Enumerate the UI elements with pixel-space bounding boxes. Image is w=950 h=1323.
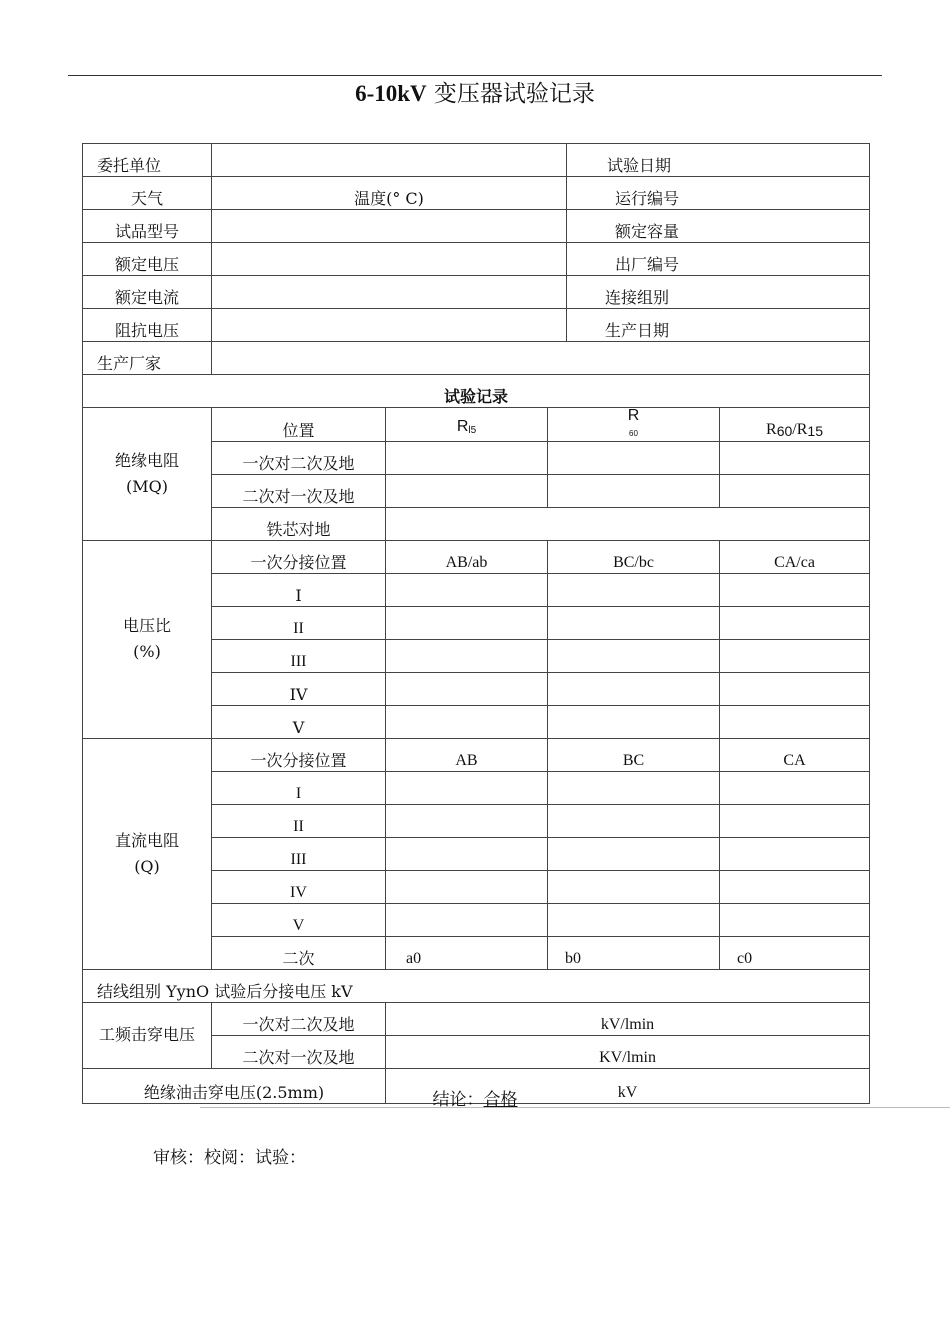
vr-cell[interactable] bbox=[720, 574, 870, 607]
dc-cell[interactable] bbox=[720, 904, 870, 937]
dc-head-ca: CA bbox=[720, 739, 870, 772]
vr-tap: V bbox=[212, 706, 386, 739]
dc-cell[interactable] bbox=[720, 871, 870, 904]
dc-cell[interactable] bbox=[720, 772, 870, 805]
dc-cell[interactable] bbox=[386, 805, 548, 838]
pf-row-unit[interactable]: kV/lmin bbox=[386, 1003, 870, 1036]
vr-cell[interactable] bbox=[720, 706, 870, 739]
section-title: 试验记录 bbox=[83, 375, 870, 408]
dc-cell[interactable] bbox=[720, 838, 870, 871]
label-factory-no: 出厂编号 bbox=[567, 243, 870, 276]
vr-cell[interactable] bbox=[548, 673, 720, 706]
ins-row-label: 铁芯对地 bbox=[212, 508, 386, 541]
value-rated-voltage[interactable] bbox=[212, 243, 567, 276]
ins-row-label: 一次对二次及地 bbox=[212, 442, 386, 475]
dc-tap: V bbox=[212, 904, 386, 937]
power-frequency-label: 工频击穿电压 bbox=[83, 1003, 212, 1069]
ins-cell-ratio[interactable] bbox=[720, 442, 870, 475]
vr-tap: II bbox=[212, 607, 386, 640]
label-model: 试品型号 bbox=[83, 210, 212, 243]
dc-cell[interactable] bbox=[720, 805, 870, 838]
dc-cell[interactable] bbox=[386, 904, 548, 937]
ins-head-ratio: $R_{60}/R_{15}$ bbox=[720, 408, 870, 442]
row-rated-current bbox=[83, 276, 870, 309]
vr-cell[interactable] bbox=[386, 673, 548, 706]
row-manufacturer bbox=[83, 342, 870, 375]
vr-cell[interactable] bbox=[548, 640, 720, 673]
vr-tap: I bbox=[212, 574, 386, 607]
value-model[interactable] bbox=[212, 210, 567, 243]
pf-row-unit[interactable]: KV/lmin bbox=[386, 1036, 870, 1069]
conclusion: 结论：合格 bbox=[432, 1090, 518, 1110]
ins-header-row bbox=[83, 408, 870, 442]
vr-tap: III bbox=[212, 640, 386, 673]
label-rated-voltage: 额定电压 bbox=[83, 243, 212, 276]
label-rated-current: 额定电流 bbox=[83, 276, 212, 309]
vr-head-ca: CA/ca bbox=[720, 541, 870, 574]
dc-cell[interactable] bbox=[386, 871, 548, 904]
ins-cell-r15[interactable] bbox=[386, 442, 548, 475]
dc-cell[interactable] bbox=[386, 772, 548, 805]
test-record-table bbox=[82, 143, 870, 1104]
label-test-date: 试验日期 bbox=[567, 144, 870, 177]
dc-head-tap: 一次分接位置 bbox=[212, 739, 386, 772]
dc-secondary-c0: c0 bbox=[720, 937, 870, 970]
dc-tap: II bbox=[212, 805, 386, 838]
dc-secondary-label: 二次 bbox=[212, 937, 386, 970]
vr-cell[interactable] bbox=[386, 574, 548, 607]
label-operation-no: 运行编号 bbox=[567, 177, 870, 210]
ins-cell-r60[interactable] bbox=[548, 442, 720, 475]
vr-cell[interactable] bbox=[386, 706, 548, 739]
vr-cell[interactable] bbox=[386, 607, 548, 640]
pf-row-label: 一次对二次及地 bbox=[212, 1003, 386, 1036]
vr-cell[interactable] bbox=[548, 607, 720, 640]
page-title: 6-10kV 变压器试验记录 bbox=[355, 81, 595, 107]
vr-cell[interactable] bbox=[548, 706, 720, 739]
oil-label: 绝缘油击穿电压(2.5mm) bbox=[83, 1069, 386, 1104]
label-client: 委托单位 bbox=[83, 144, 212, 177]
top-rule bbox=[68, 75, 882, 76]
vr-head-tap: 一次分接位置 bbox=[212, 541, 386, 574]
conclusion-value: 合格 bbox=[483, 1090, 518, 1110]
dc-cell[interactable] bbox=[548, 805, 720, 838]
label-weather: 天气 bbox=[83, 177, 212, 210]
bottom-rule bbox=[200, 1107, 950, 1108]
row-model bbox=[83, 210, 870, 243]
vr-head-ab: AB/ab bbox=[386, 541, 548, 574]
label-temperature: 温度(° C) bbox=[212, 177, 567, 210]
vr-cell[interactable] bbox=[386, 640, 548, 673]
dc-cell[interactable] bbox=[548, 838, 720, 871]
dc-cell[interactable] bbox=[386, 838, 548, 871]
ins-row-label: 二次对一次及地 bbox=[212, 475, 386, 508]
pf-row bbox=[83, 1003, 870, 1036]
dc-cell[interactable] bbox=[548, 904, 720, 937]
dc-tap: IV bbox=[212, 871, 386, 904]
wiring-row bbox=[83, 970, 870, 1003]
vr-header-row bbox=[83, 541, 870, 574]
dc-cell[interactable] bbox=[548, 871, 720, 904]
voltage-ratio-label: 电压比 (%) bbox=[83, 541, 212, 739]
ins-head-r15: $R_{l5}$ bbox=[386, 408, 548, 442]
value-manufacturer[interactable] bbox=[212, 342, 870, 375]
ins-cell-core[interactable] bbox=[386, 508, 870, 541]
vr-head-bc: BC/bc bbox=[548, 541, 720, 574]
row-rated-voltage bbox=[83, 243, 870, 276]
label-impedance-voltage: 阻抗电压 bbox=[83, 309, 212, 342]
dc-tap: III bbox=[212, 838, 386, 871]
insulation-label: 绝缘电阻 (MQ) bbox=[83, 408, 212, 541]
label-rated-capacity: 额定容量 bbox=[567, 210, 870, 243]
vr-cell[interactable] bbox=[548, 574, 720, 607]
row-impedance bbox=[83, 309, 870, 342]
pf-row-label: 二次对一次及地 bbox=[212, 1036, 386, 1069]
ins-head-position: 位置 bbox=[212, 408, 386, 442]
vr-cell[interactable] bbox=[720, 640, 870, 673]
row-client bbox=[83, 144, 870, 177]
dc-resistance-label: 直流电阻 (Q) bbox=[83, 739, 212, 970]
oil-unit[interactable]: kV bbox=[386, 1069, 870, 1104]
ins-head-r60: R 60 bbox=[548, 408, 720, 442]
vr-cell[interactable] bbox=[720, 673, 870, 706]
label-manufacturer: 生产厂家 bbox=[83, 342, 212, 375]
value-rated-current[interactable] bbox=[212, 276, 567, 309]
dc-header-row bbox=[83, 739, 870, 772]
signatures: 审核：校阅：试验： bbox=[153, 1148, 306, 1168]
value-impedance-voltage[interactable] bbox=[212, 309, 567, 342]
dc-secondary-a0: a0 bbox=[386, 937, 548, 970]
vr-cell[interactable] bbox=[720, 607, 870, 640]
label-production-date: 生产日期 bbox=[567, 309, 870, 342]
row-weather bbox=[83, 177, 870, 210]
dc-head-ab: AB bbox=[386, 739, 548, 772]
dc-head-bc: BC bbox=[548, 739, 720, 772]
dc-tap: I bbox=[212, 772, 386, 805]
dc-cell[interactable] bbox=[548, 772, 720, 805]
ins-cell-r60[interactable] bbox=[548, 475, 720, 508]
label-connection-group: 连接组别 bbox=[567, 276, 870, 309]
ins-cell-ratio[interactable] bbox=[720, 475, 870, 508]
dc-secondary-b0: b0 bbox=[548, 937, 720, 970]
row-section-title bbox=[83, 375, 870, 408]
value-client[interactable] bbox=[212, 144, 567, 177]
ins-cell-r15[interactable] bbox=[386, 475, 548, 508]
wiring-note: 结线组别 YynO 试验后分接电压 kV bbox=[83, 970, 870, 1003]
vr-tap: IV bbox=[212, 673, 386, 706]
